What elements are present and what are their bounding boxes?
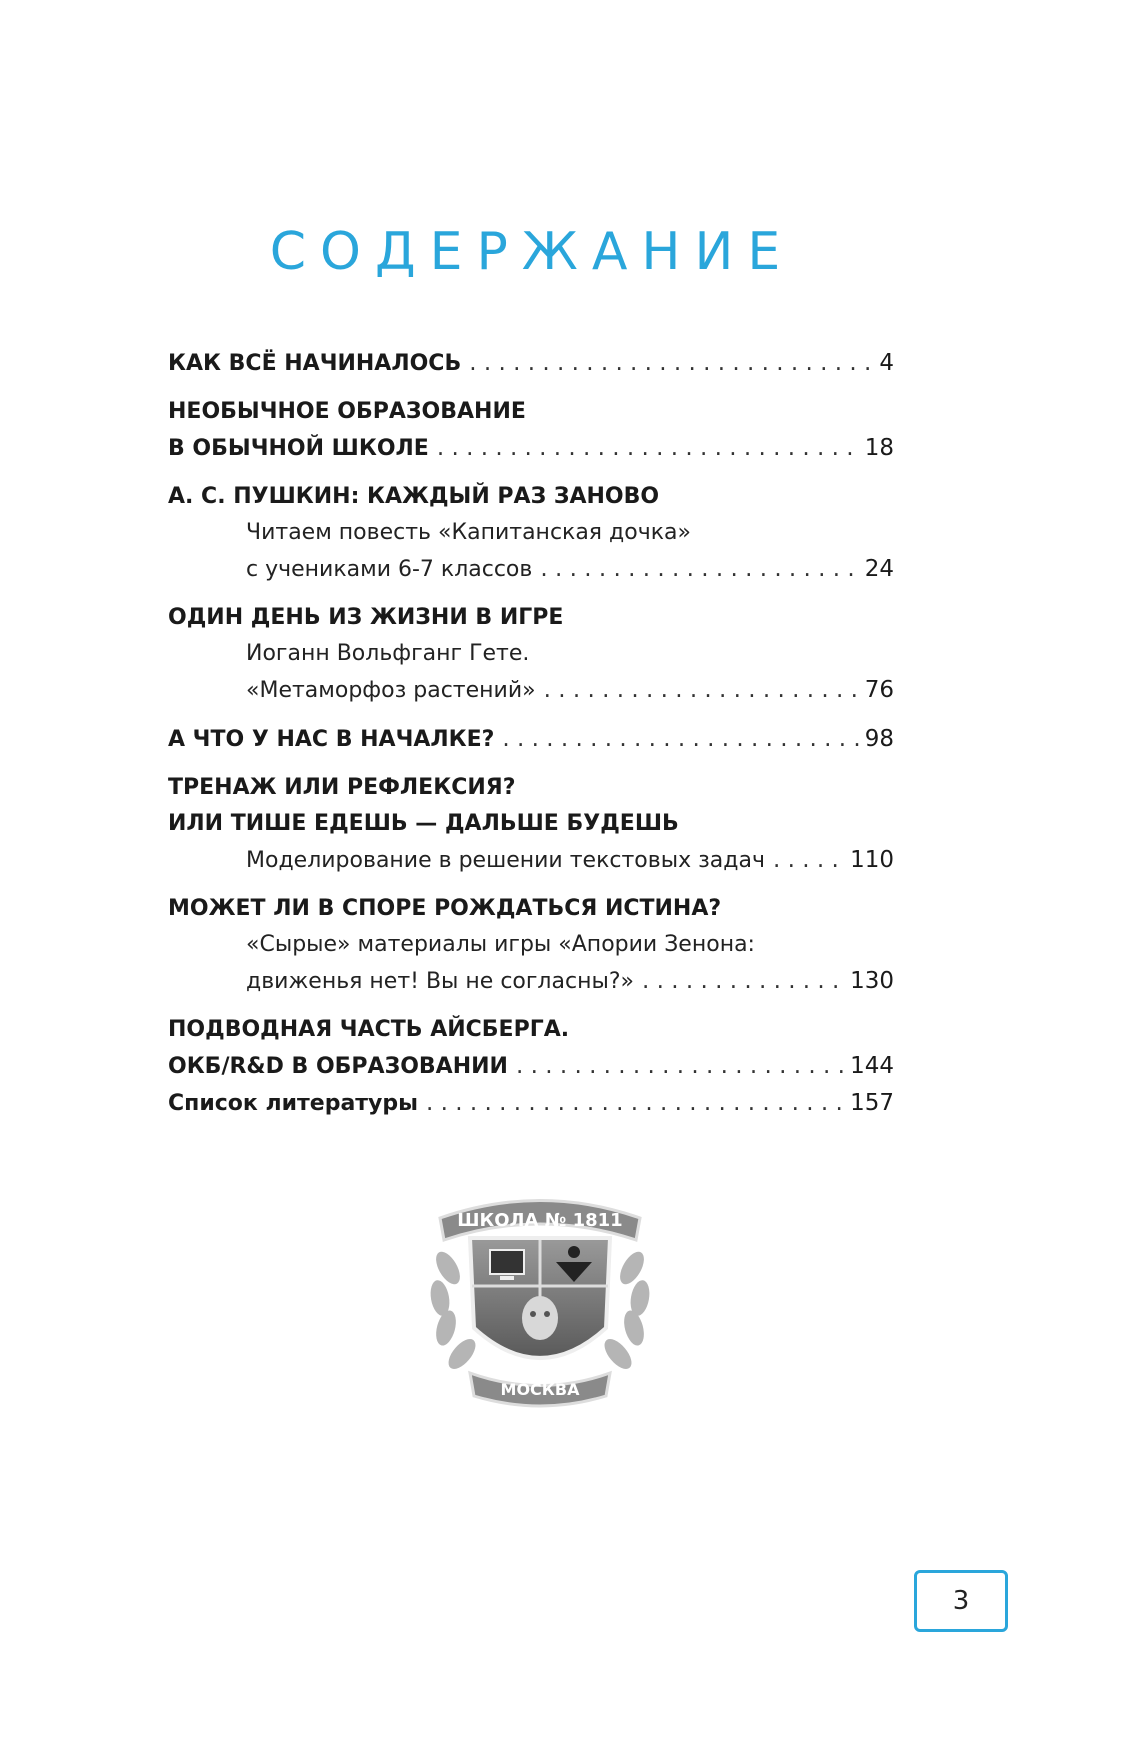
toc-entry[interactable] [168, 345, 894, 382]
toc-heading: А. С. ПУШКИН: КАЖДЫЙ РАЗ ЗАНОВО [168, 484, 660, 509]
toc-heading: НЕОБЫЧНОЕ ОБРАЗОВАНИЕ [168, 399, 526, 424]
toc-page-number: 24 [864, 556, 894, 582]
toc-subtitle: Иоганн Вольфганг Гете. [246, 641, 530, 666]
toc-page-number: 157 [850, 1090, 894, 1116]
page-title: СОДЕРЖАНИЕ [269, 222, 795, 282]
emblem-bottom-text: МОСКВА [500, 1380, 580, 1399]
toc-subtitle: «Метаморфоз растений» [246, 678, 536, 703]
toc-page-number: 76 [864, 677, 894, 703]
toc-leader-dots [642, 963, 846, 999]
toc-page-number: 130 [850, 968, 894, 994]
toc-entry[interactable] [168, 770, 894, 879]
toc-leader-dots [516, 1048, 846, 1084]
toc-page-number: 110 [850, 847, 894, 873]
toc-heading: ПОДВОДНАЯ ЧАСТЬ АЙСБЕРГА. [168, 1017, 570, 1042]
toc-leader-dots [773, 842, 846, 878]
toc-entry[interactable] [168, 600, 894, 709]
toc-leader-dots [544, 672, 861, 708]
toc-subtitle: движенья нет! Вы не согласны?» [246, 969, 634, 994]
toc-leader-dots [469, 345, 875, 381]
toc-heading: А ЧТО У НАС В НАЧАЛКЕ? [168, 727, 495, 752]
page-number: 3 [914, 1570, 1008, 1632]
toc-subtitle: с учениками 6-7 классов [246, 557, 533, 582]
toc-leader-dots [502, 721, 860, 757]
toc-entry[interactable] [168, 721, 894, 758]
toc-page-number: 98 [864, 726, 894, 752]
toc-heading: ИЛИ ТИШЕ ЕДЕШЬ — ДАЛЬШЕ БУДЕШЬ [168, 811, 679, 836]
toc-entry[interactable] [168, 479, 894, 588]
toc-subtitle: Моделирование в решении текстовых задач [246, 848, 765, 873]
toc-leader-dots [426, 1085, 846, 1121]
toc-heading: В ОБЫЧНОЙ ШКОЛЕ [168, 436, 429, 461]
toc-entry[interactable] [168, 1085, 894, 1122]
toc-subtitle: Читаем повесть «Капитанская дочка» [246, 520, 691, 545]
toc-leader-dots [437, 430, 861, 466]
toc-heading: ОКБ/R&D В ОБРАЗОВАНИИ [168, 1054, 508, 1079]
emblem-top-text: ШКОЛА № 1811 [457, 1210, 623, 1231]
toc-heading: ТРЕНАЖ ИЛИ РЕФЛЕКСИЯ? [168, 775, 516, 800]
toc-page-number: 18 [864, 435, 894, 461]
toc-subtitle: «Сырые» материалы игры «Апории Зенона: [246, 932, 755, 957]
school-emblem-icon [410, 1188, 670, 1408]
toc-entry[interactable] [168, 891, 894, 1000]
toc-heading: Список литературы [168, 1091, 419, 1116]
toc-page-number: 4 [879, 350, 894, 376]
toc-entry[interactable] [168, 394, 894, 467]
toc-heading: КАК ВСЁ НАЧИНАЛОСЬ [168, 351, 462, 376]
table-of-contents [168, 345, 894, 1122]
toc-page-number: 144 [850, 1053, 894, 1079]
toc-entry[interactable] [168, 1012, 894, 1085]
toc-heading: ОДИН ДЕНЬ ИЗ ЖИЗНИ В ИГРЕ [168, 605, 564, 630]
toc-heading: МОЖЕТ ЛИ В СПОРЕ РОЖДАТЬСЯ ИСТИНА? [168, 896, 722, 921]
toc-leader-dots [540, 551, 860, 587]
